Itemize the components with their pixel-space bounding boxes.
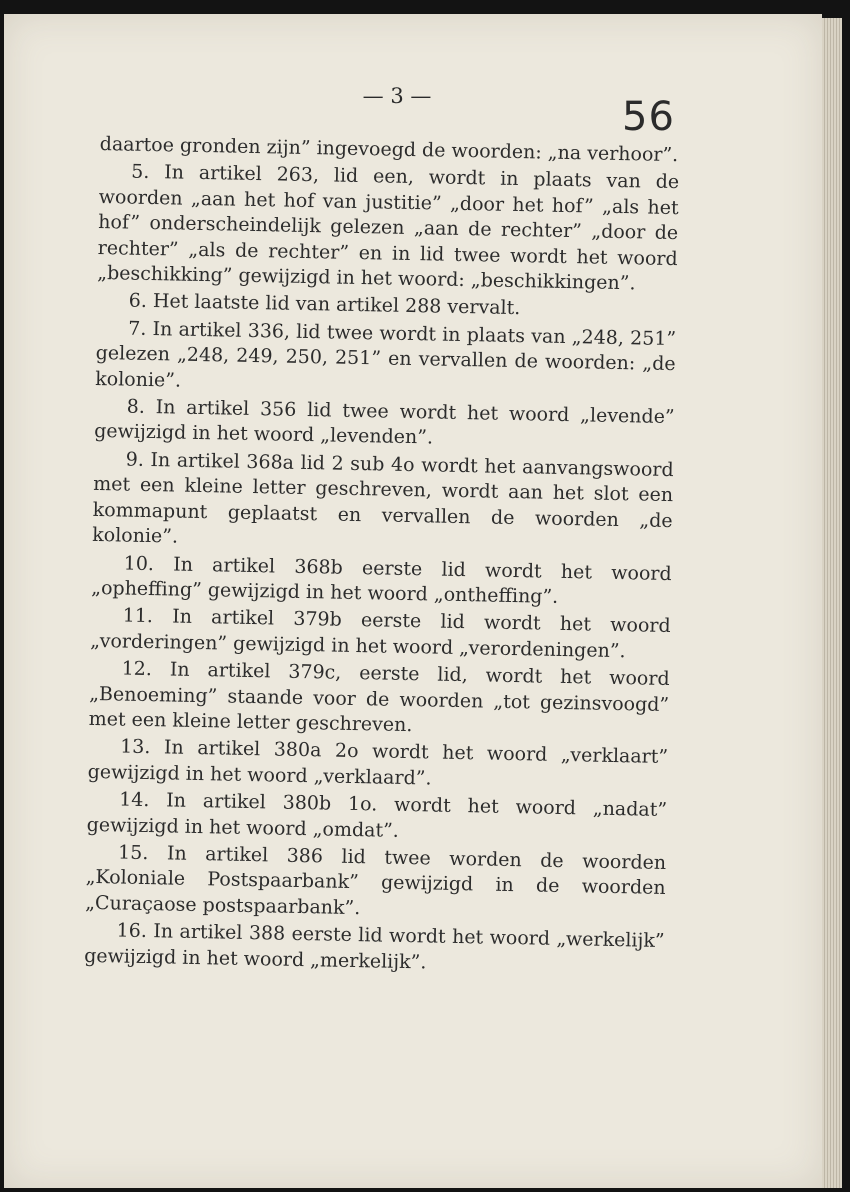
paragraph-item-8: 8. In artikel 356 lid twee wordt het woord „levende” gewijzigd in het woord „levenden”. <box>94 395 675 449</box>
paragraph-item-16: 16. In artikel 388 eerste lid wordt het woord „werkelijk” gewijzigd in het woord „merkelijk”. <box>83 919 665 974</box>
paragraph-item-10: 10. In artikel 368b eerste lid wordt het woord „opheffing” gewijzigd in het woord „ontheffing”. <box>91 552 672 608</box>
paragraph-item-11: 11. In artikel 379b eerste lid wordt het woord „vorderingen” gewijzigd in het woord „verordeningen”. <box>90 604 671 662</box>
handwritten-archive-number: 56 <box>622 94 675 140</box>
paragraph-item-5: 5. In artikel 263, lid een, wordt in plaats van de woorden „aan het hof van justitie” „door het hof” „als het hof” onderscheindelijk gelezen „aan de rechter” „door de rechter” „als de rechter” en in lid twee wordt het woord „beschikking” gewijzigd in het woord: „beschikkingen”. <box>97 161 680 295</box>
paragraph-item-15: 15. In artikel 386 lid twee worden de woorden „Koloniale Postspaarbank” gewijzigd in de woorden „Curaçaose postspaarbank”. <box>84 841 667 919</box>
page-number: — 3 — <box>362 84 432 108</box>
body-text <box>84 132 680 980</box>
paragraph-item-7: 7. In artikel 336, lid twee wordt in plaats van „248, 251” gelezen „248, 249, 250, 251” en vervallen de woorden: „de kolonie”. <box>95 317 677 392</box>
paragraph-item-13: 13. In artikel 380a 2o wordt het woord „verklaart” gewijzigd in het woord „verklaard”. <box>87 735 669 790</box>
paragraph-item-6: 6. Het laatste lid van artikel 288 vervalt. <box>128 290 521 320</box>
paragraph-item-9: 9. In artikel 368a lid 2 sub 4o wordt het aanvangswoord met een kleine letter geschreven, wordt aan het slot een kommapunt geplaatst en vervallen de woorden „de kolonie”. <box>92 448 674 548</box>
paragraph-continuation: daartoe gronden zijn” ingevoegd de woorden: „na verhoor”. <box>99 132 679 167</box>
paragraph-item-12: 12. In artikel 379c, eerste lid, wordt het woord „Benoeming” staande voor de woorden „tot gezinsvoogd” met een kleine letter geschreven. <box>88 657 670 737</box>
page-stack-edge <box>822 18 842 1188</box>
paragraph-item-14: 14. In artikel 380b 1o. wordt het woord „nadat” gewijzigd in het woord „omdat”. <box>86 788 668 842</box>
